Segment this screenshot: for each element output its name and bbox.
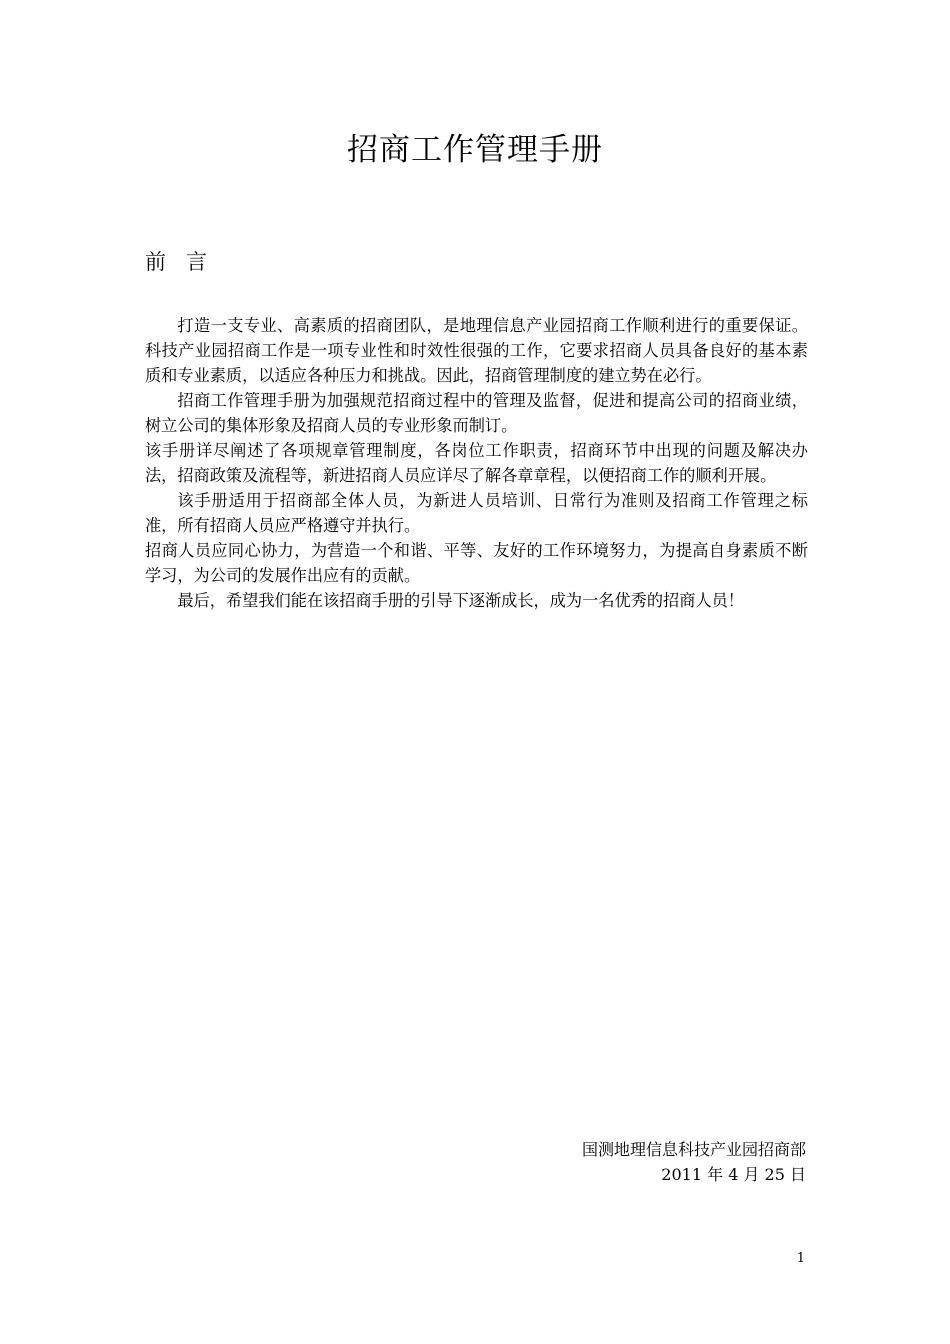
signature-organization: 国测地理信息科技产业园招商部: [581, 1140, 806, 1159]
page-number: 1: [796, 1251, 805, 1266]
preface-paragraph-3: 该手册详尽阐述了各项规章管理制度，各岗位工作职责，招商环节中出现的问题及解决办法，招商政策及流程等，新进招商人员应详尽了解各章章程，以便招商工作的顺利开展。: [145, 441, 808, 485]
section-heading-preface: 前言: [145, 250, 227, 274]
document-title: 招商工作管理手册: [347, 132, 603, 168]
preface-body: [145, 313, 808, 613]
preface-paragraph-6: 最后，希望我们能在该招商手册的引导下逐渐成长，成为一名优秀的招商人员！: [177, 591, 744, 610]
signature-block: [582, 1137, 806, 1187]
preface-paragraph-2: 招商工作管理手册为加强规范招商过程中的管理及监督，促进和提高公司的招商业绩，树立公司的集体形象及招商人员的专业形象而制订。: [145, 391, 808, 435]
preface-paragraph-1: 打造一支专业、高素质的招商团队，是地理信息产业园招商工作顺利进行的重要保证。科技产业园招商工作是一项专业性和时效性很强的工作，它要求招商人员具备良好的基本素质和专业素质，以适应各种压力和挑战。因此，招商管理制度的建立势在必行。: [145, 316, 808, 385]
preface-paragraph-4: 该手册适用于招商部全体人员，为新进人员培训、日常行为准则及招商工作管理之标准，所有招商人员应严格遵守并执行。: [145, 491, 808, 535]
preface-paragraph-5: 招商人员应同心协力，为营造一个和谐、平等、友好的工作环境努力，为提高自身素质不断学习，为公司的发展作出应有的贡献。: [145, 541, 808, 585]
signature-date: 2011 年 4 月 25 日: [661, 1165, 806, 1184]
